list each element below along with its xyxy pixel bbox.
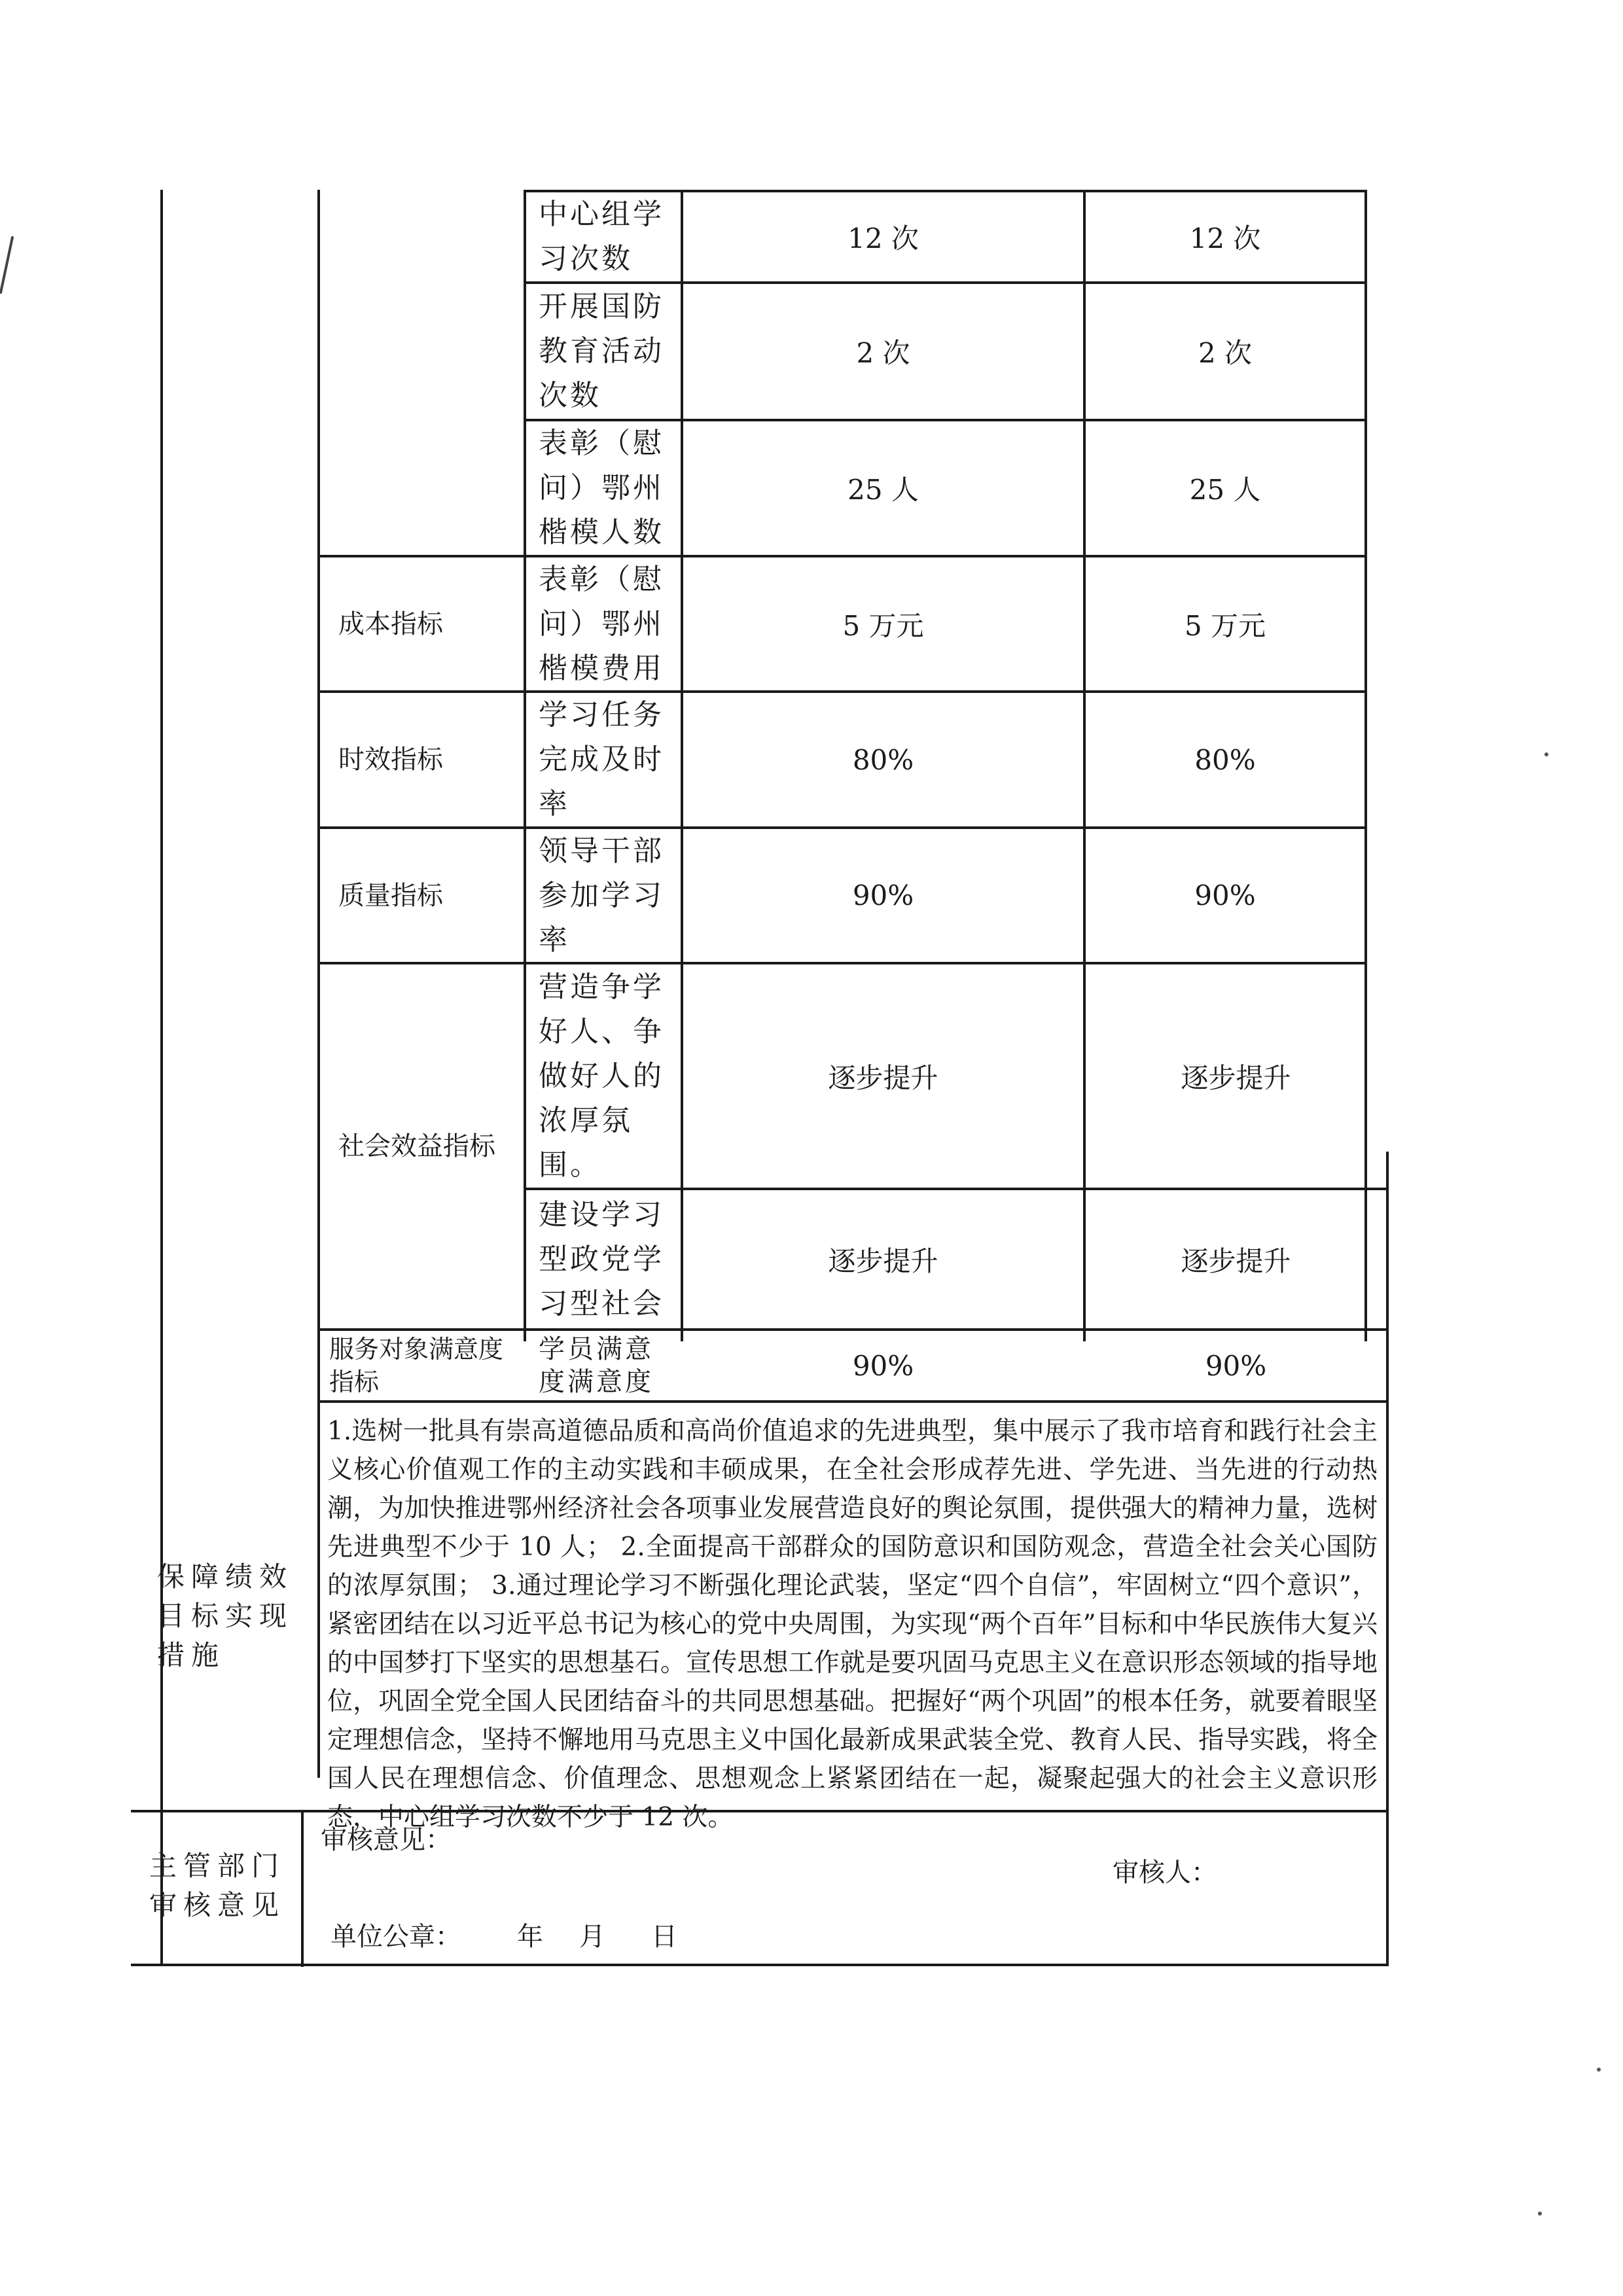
actual-cell: 逐步提升: [1181, 1061, 1291, 1094]
actual-cell: 2 次: [1198, 337, 1253, 369]
actual-cell: 90%: [1205, 1349, 1267, 1382]
indicator-cell: 开展国防教育活动次数: [539, 290, 664, 412]
measures-text: 1.选树一批具有崇高道德品质和高尚价值追求的先进典型，集中展示了我市培育和践行社会主义核心价值观工作的主动实践和丰硕成果，在全社会形成荐先进、学先进、当先进的行动热潮，为加快推进鄂州经济社会各项事业发展营造良好的舆论氛围，提供强大的精神力量，选树先进典型不少于 10 人； 2.全面提高干部群众的国防意识和国防观念，营造全社会关心国防的浓厚氛围； 3.通过理论学习不断强化理论武装，坚定“四个自信”，牢固树立“四个意识”，紧密团结在以习近平总书记为核心的党中央周围，为实现“两个百年”目标和中华民族伟大复兴的中国梦打下坚实的思想基石。宣传思想工作就是要巩固马克思主义在意识形态领域的指导地位，巩固全党全国人民团结奋斗的共同思想基础。把握好“两个巩固”的根本任务，就要着眼坚定理想信念，坚持不懈地用马克思主义中国化最新成果武装全党、教育人民、指导实践，将全国人民在理想信念、价值理念、思想观念上紧紧团结在一起，凝聚起强大的社会主义意识形态，中心组学习次数不少于 12 次。: [327, 1417, 1378, 1832]
scan-dust: [1597, 2068, 1601, 2072]
indicator-cell: 建设学习型政党学习型社会: [539, 1197, 664, 1320]
target-cell: 80%: [852, 743, 914, 776]
scan-dust: [1538, 2212, 1542, 2216]
indicator-cell: 学习任务完成及时率: [539, 698, 664, 821]
target-cell: 90%: [852, 879, 914, 911]
category-cell: 质量指标: [338, 880, 443, 911]
scan-dust: [1544, 752, 1548, 756]
actual-cell: 逐步提升: [1181, 1245, 1291, 1277]
indicator-cell: 表彰（慰问）鄂州楷模人数: [539, 427, 664, 549]
indicator-cell: 表彰（慰问）鄂州楷模费用: [539, 562, 664, 685]
month-label: 月: [579, 1922, 605, 1952]
actual-cell: 12 次: [1189, 222, 1261, 255]
review-opinion-label: 审核意见：: [321, 1825, 452, 1855]
measures-label: 保障绩效目标实现措施: [157, 1561, 294, 1671]
actual-cell: 25 人: [1189, 474, 1261, 506]
actual-cell: 5 万元: [1184, 609, 1266, 642]
indicator-cell: 学员满意度满意度: [539, 1334, 654, 1397]
category-cell: 社会效益指标: [338, 1131, 495, 1161]
indicator-cell: 中心组学习次数: [539, 198, 664, 275]
target-cell: 逐步提升: [828, 1245, 938, 1277]
target-cell: 12 次: [847, 222, 919, 255]
category-cell: 服务对象满意度指标: [329, 1335, 504, 1396]
review-label: 主管部门审核意见: [149, 1850, 286, 1921]
scan-artifact: [0, 236, 14, 294]
actual-cell: 80%: [1194, 743, 1256, 776]
target-cell: 25 人: [847, 474, 919, 506]
seal-label: 单位公章：: [330, 1922, 461, 1952]
reviewer-label: 审核人：: [1113, 1858, 1217, 1888]
indicator-cell: 营造争学好人、争做好人的浓厚氛围。: [539, 970, 664, 1182]
target-cell: 90%: [852, 1349, 914, 1382]
year-label: 年: [517, 1922, 543, 1952]
indicator-cell: 领导干部参加学习率: [539, 834, 664, 957]
category-cell: 时效指标: [338, 745, 443, 775]
target-cell: 2 次: [856, 337, 910, 369]
day-label: 日: [651, 1922, 677, 1952]
actual-cell: 90%: [1194, 879, 1256, 911]
category-cell: 成本指标: [338, 609, 443, 639]
target-cell: 逐步提升: [828, 1061, 938, 1094]
target-cell: 5 万元: [842, 609, 924, 642]
